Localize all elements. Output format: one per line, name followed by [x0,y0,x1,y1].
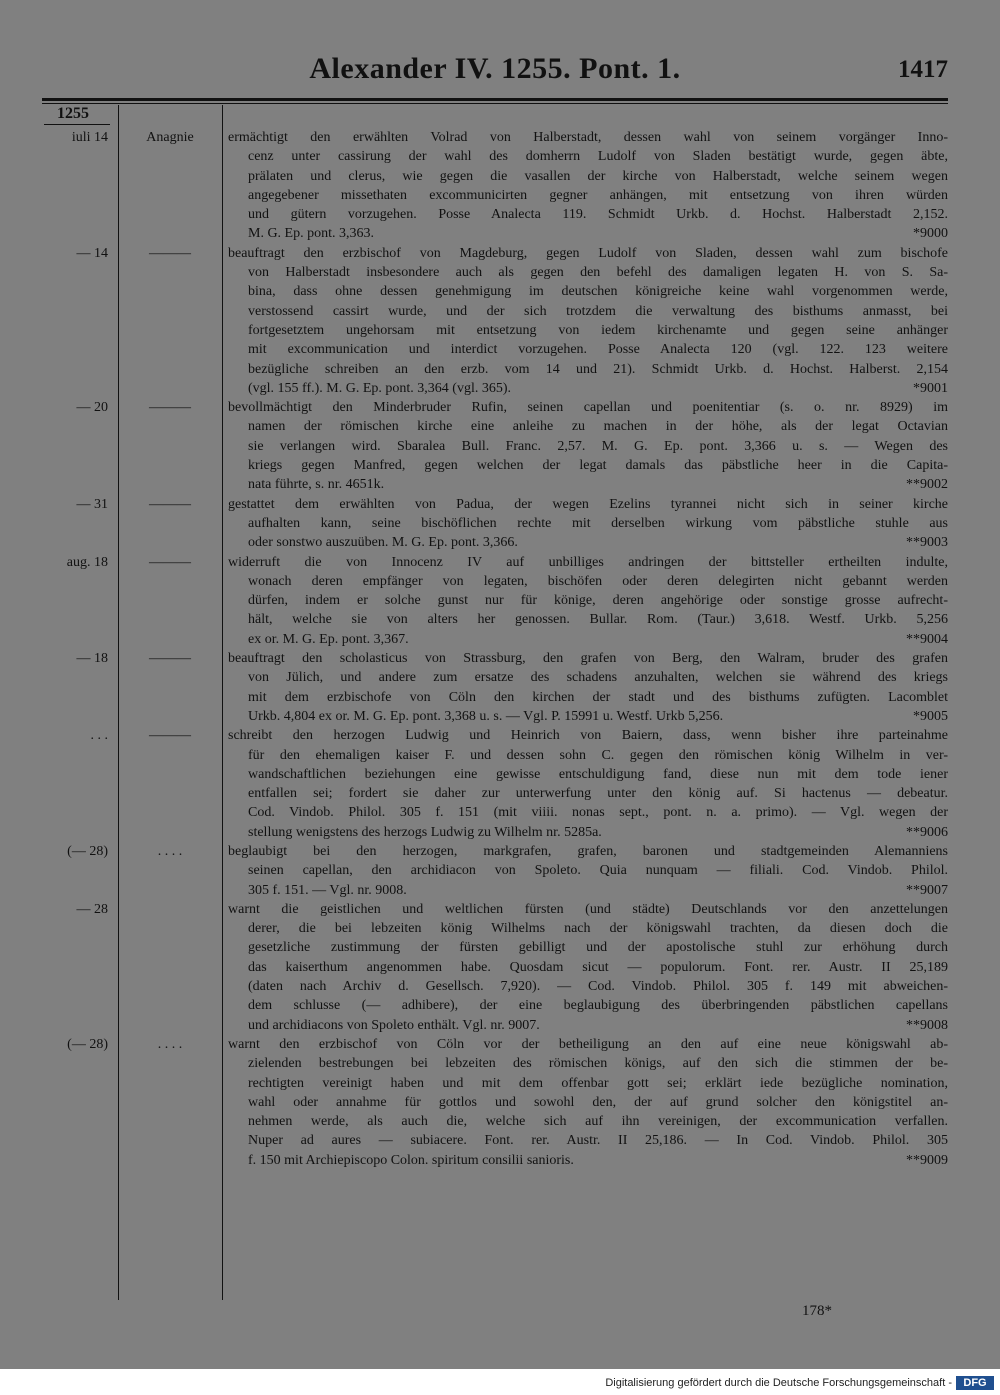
entry-line [228,417,948,436]
entry-line [228,128,948,147]
entry-line-text: mit excommunication und interdict vorzugehen. Posse Analecta 120 (vgl. 122. 123 weitere [248,342,948,358]
entry-date: (— 28) [67,843,108,859]
entry-line [228,919,948,938]
regest-entry [0,128,1000,244]
entry-line-text: dürfen, indem er solche gunst nur für könige, deren angehörige oder sonstige grosse aufrecht- [248,593,948,609]
entry-line [228,610,948,629]
page-header [40,52,950,92]
regest-entries [0,128,1000,1170]
entry-line-text: entfallen sei; fordert sie daher zur unterwerfung unter den könig auf. Si hactenus — debeatur. [248,786,948,802]
regest-number: **9009 [906,1152,948,1168]
entry-line [228,456,948,475]
entry-text [228,553,948,649]
regest-entry [0,649,1000,726]
entry-line [228,321,948,340]
entry-line-text: mit dem erzbischofe von Cöln den kirchen der stadt und des bisthums zufügten. Lacomblet [248,689,948,705]
entry-line [228,437,948,456]
signature-mark: 178* [802,1303,832,1319]
entry-line [228,263,948,282]
entry-line [228,495,948,514]
entry-line-text: kriegs gegen Manfred, gegen welchen der legat damals das päbstliche heer in die Capita- [248,458,948,474]
entry-line-text: und archidiacons von Spoleto enthält. Vgl. nr. 9007. [248,1017,540,1033]
entry-line-text: Urkb. 4,804 ex or. M. G. Ep. pont. 3,368 u. s. — Vgl. P. 15991 u. Westf. Urkb 5,256. [248,708,724,724]
entry-line [228,996,948,1015]
entry-line [228,707,948,726]
entry-date: . . . [90,728,108,744]
entry-line-text: beauftragt den erzbischof von Magdeburg, gegen Ludolf von Sladen, dessen wahl zum bischofe [228,245,948,261]
entry-line-text: wahl oder annahme für gottlos und sowohl den, der auf grund solcher den königstitel an- [248,1094,948,1110]
entry-line [228,186,948,205]
entry-line-text: wonach deren empfänger von legaten, bischöfen oder deren delegirten nicht gebannt werden [248,573,948,589]
entry-line [228,765,948,784]
entry-place: ——— [149,245,191,261]
entry-text [228,495,948,553]
entry-line [228,881,948,900]
entry-line [228,360,948,379]
entry-line-text: Nuper ad aures — subiacere. Font. rer. Austr. II 25,186. — In Cod. Vindob. Philol. 305 [248,1133,948,1149]
entry-line-text: M. G. Ep. pont. 3,363. [248,226,374,242]
entry-line-text: bezügliche schreiben an den erzb. vom 14 und 21). Schmidt Urkb. d. Hochst. Halberst. 2,154 [248,361,948,377]
entry-line-text: hält, welche sie von alters her genossen. Bullar. Rom. (Taur.) 3,618. Westf. Urkb. 5,256 [248,612,948,628]
regest-entry [0,244,1000,398]
entry-date: — 18 [76,651,108,667]
entry-date: (— 28) [67,1036,108,1052]
regest-entry [0,553,1000,649]
entry-line-text: beauftragt den scholasticus von Strassburg, den grafen von Berg, den Walram, bruder des grafen [228,651,948,667]
entry-line [228,726,948,745]
entry-line-text: aufhalten kann, seine bischöflichen rechte mit derselben wirkung vom päbstliche stuhle aus [248,515,948,531]
entry-line-text: namen der römischen kirche eine anleihe zu machen in der höhe, als der legat Octavian [248,419,948,435]
entry-line-text: für den ehemaligen kaiser F. und dessen sohn C. gegen den römischen könig Wilhelm in ver- [248,747,948,763]
entry-line-text: 305 f. 151. — Vgl. nr. 9008. [248,882,407,898]
entry-line-text: und gütern vorzugehen. Posse Analecta 119. Schmidt Urkb. d. Hochst. Halberstadt 2,152. [248,207,948,223]
dfg-logo: DFG [956,1376,994,1390]
entry-line-text: bina, dass ohne dessen genehmigung im deutschen königreiche keine wahl vorgenommen werde, [248,284,948,300]
entry-text [228,398,948,494]
entry-line [228,1131,948,1150]
entry-line-text: schreibt den herzogen Ludwig und Heinrich von Baiern, dass, wenn bisher ihre parteinahme [228,728,948,744]
entry-line [228,861,948,880]
entry-line-text: rechtigten vereinigt haben und mit dem offenbar gott sei; erklärt iede bezügliche nomination, [248,1075,948,1091]
entry-line [228,1054,948,1073]
entry-line-text: gestattet dem erwählten von Padua, der wegen Ezelins tyrannei nicht sich in seiner kirche [228,496,948,512]
entry-line [228,1151,948,1170]
entry-line-text: angegebener missethaten excommunicirten gegner anhängen, mit entsetzung von ihren würden [248,187,948,203]
entry-text [228,900,948,1035]
entry-line [228,977,948,996]
entry-line-text: Cod. Vindob. Philol. 305 f. 151 (mit viiii. nonas sept., pont. n. a. primo). — Vgl. wegen der [248,805,948,821]
entry-line [228,900,948,919]
regest-number: *9000 [913,226,948,242]
entry-line [228,591,948,610]
entry-place: . . . . [157,843,183,859]
entry-date: — 28 [76,901,108,917]
header-rule [42,98,948,101]
entry-line [228,244,948,263]
entry-line-text: f. 150 mit Archiepiscopo Colon. spiritum consilii sanioris. [248,1152,574,1168]
entry-line-text: derer, die bei lebzeiten könig Wilhelms nach der königswahl trachten, da diesen doch die [248,921,948,937]
entry-text [228,128,948,244]
entry-line-text: stellung wenigstens des herzogs Ludwig zu Wilhelm nr. 5285a. [248,824,602,840]
entry-line [228,147,948,166]
entry-line-text: gesetzliche zustimmung der fürsten gebilligt und der apostolische stuhl zur erhöhung durch [248,940,948,956]
entry-line-text: von Jülich, und andere zum ersatze des schadens anzuhalten, welchen sie während des kriegs [248,670,948,686]
entry-text [228,649,948,726]
entry-line [228,475,948,494]
entry-line [228,302,948,321]
regest-number: **9008 [906,1017,948,1033]
entry-line [228,398,948,417]
entry-line [228,514,948,533]
entry-line-text: nata führte, s. nr. 4651k. [248,477,385,493]
entry-line-text: seinen capellan, den archidiacon von Spoleto. Quia nunquam — filiali. Cod. Vindob. Philol. [248,863,948,879]
regest-number: **9002 [906,477,948,493]
entry-place: ——— [149,651,191,667]
entry-line-text: warnt die geistlichen und weltlichen fürsten (und städte) Deutschlands vor den anzettelungen [228,901,948,917]
entry-line-text: prälaten und clerus, wie gegen die vasallen der kirche von Halberstadt, welche seinem wegen [248,168,948,184]
entry-line-text: verstossend cassirt wurde, und der sich trotzdem die verwaltung des bisthums anmasst, bei [248,303,948,319]
entry-line [228,205,948,224]
entry-line [228,167,948,186]
entry-line [228,282,948,301]
regest-number: **9006 [906,824,948,840]
entry-line-text: nehmen werde, als auch die, welche sich auf ihn vereinigen, der excommunication verfallen. [248,1114,948,1130]
regest-entry [0,842,1000,900]
year-label: 1255 [57,105,89,122]
entry-place: ——— [149,554,191,570]
regest-entry [0,398,1000,494]
entry-line-text: von Halberstadt insbesondere auch als gegen den befehl des damaligen legaten H. von S. Sa- [248,265,948,281]
entry-line-text: fortgesetztem ungehorsam mit entsetzung von iedem kirchenamte und gegen seine anhänger [248,322,948,338]
entry-line [228,1093,948,1112]
entry-line-text: cenz unter cassirung der wahl des domherrn Ludolf von Sladen bestätigt wurde, gegen äbte, [248,149,948,165]
entry-line [228,224,948,243]
entry-line [228,958,948,977]
entry-line [228,1112,948,1131]
entry-line-text: sie verlangen wird. Sbaralea Bull. Franc. 2,57. M. G. Ep. pont. 3,366 u. s. — Wegen des [248,438,948,454]
entry-line [228,649,948,668]
entry-line [228,784,948,803]
page-number: 1417 [898,56,948,83]
entry-line [228,533,948,552]
entry-line-text: wandschaftlichen beziehungen eine gewisse entschuldigung fand, diese nun mit dem tode iener [248,766,948,782]
entry-text [228,1035,948,1170]
entry-line-text: ex or. M. G. Ep. pont. 3,367. [248,631,409,647]
entry-line-text: ermächtigt den erwählten Volrad von Halberstadt, dessen wahl von seinem vorgänger Inno- [228,130,948,145]
entry-line-text: zielenden bestrebungen bei lebzeiten des römischen königs, auf den sich die stimmen der be- [248,1056,948,1072]
entry-line-text: warnt den erzbischof von Cöln vor der betheiligung an den auf eine neue königswahl ab- [228,1036,948,1052]
regest-number: *9001 [913,380,948,396]
entry-line [228,1074,948,1093]
entry-text [228,244,948,398]
footer-band [0,1369,1000,1395]
regest-number: *9005 [913,708,948,724]
entry-line-text: widerruft die von Innocenz IV auf unbilliges andringen der bittsteller ertheilten indulte, [228,554,948,570]
entry-line [228,630,948,649]
entry-place: ——— [149,400,191,416]
entry-line [228,553,948,572]
entry-line-text: (vgl. 155 ff.). M. G. Ep. pont. 3,364 (vgl. 365). [248,380,511,396]
regest-number: **9003 [906,535,948,551]
regest-number: **9004 [906,631,948,647]
entry-line [228,688,948,707]
entry-line [228,572,948,591]
entry-date: aug. 18 [66,554,108,570]
entry-line-text: (daten nach Archiv d. Gesellsch. 7,920). — Cod. Vindob. Philol. 305 f. 149 mit abweichen- [248,979,948,995]
entry-date: iuli 14 [71,130,108,145]
entry-line [228,1035,948,1054]
entry-text [228,842,948,900]
header-rule-thin [42,103,948,104]
entry-line-text: das kaiserthum angenommen habe. Quosdam sicut — populorum. Font. rer. Austr. II 25,189 [248,959,948,975]
regest-number: **9007 [906,882,948,898]
entry-line [228,379,948,398]
entry-date: — 14 [76,245,108,261]
entry-date: — 31 [76,496,108,512]
entry-line [228,803,948,822]
entry-text [228,726,948,842]
entry-place: ——— [149,728,191,744]
entry-line [228,842,948,861]
entry-place: ——— [149,496,191,512]
digitization-credit: Digitalisierung gefördert durch die Deutsche Forschungsgemeinschaft - [605,1377,952,1389]
regest-entry [0,900,1000,1035]
regest-entry [0,1035,1000,1170]
entry-line-text: dem schlusse (— adhibere), der eine beglaubigung des überbringenden päbstlichen capellans [248,998,948,1014]
entry-line [228,668,948,687]
year-rule [44,124,110,125]
entry-line-text: bevollmächtigt den Minderbruder Rufin, seinen capellan und poenitentiar (s. o. nr. 8929) im [228,400,948,416]
entry-line-text: oder sonstwo auszuüben. M. G. Ep. pont. 3,366. [248,535,518,551]
entry-line [228,1016,948,1035]
entry-line-text: beglaubigt bei den herzogen, markgrafen, grafen, baronen und stadtgemeinden Alemanniens [228,843,948,859]
entry-line [228,746,948,765]
entry-place: . . . . [157,1036,183,1052]
entry-place: Anagnie [146,130,194,145]
regest-entry [0,495,1000,553]
running-title: Alexander IV. 1255. Pont. 1. [309,52,681,85]
entry-date: — 20 [76,400,108,416]
entry-line [228,823,948,842]
entry-line [228,340,948,359]
entry-line [228,938,948,957]
regest-entry [0,726,1000,842]
